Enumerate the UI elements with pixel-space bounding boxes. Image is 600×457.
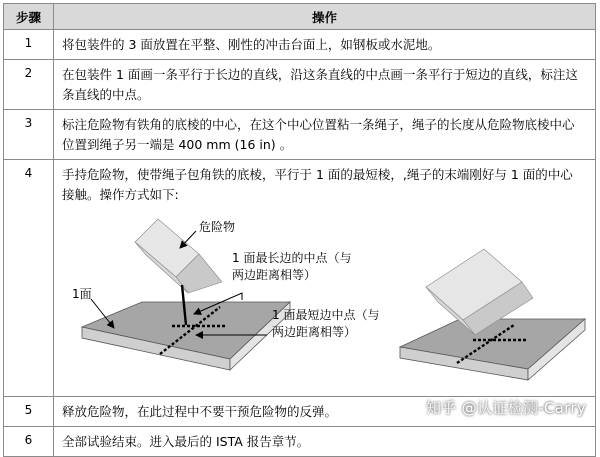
step-number: 5 <box>4 397 54 427</box>
table-row <box>4 110 596 160</box>
watermark: 知乎 @认证检测-Carry <box>426 399 586 417</box>
hazard-label: 危险物 <box>199 220 236 234</box>
step-text: 在包装件 1 面画一条平行于长边的直线，沿这条直线的中点画一条平行于短边的直线，标注这条直线的中点。 <box>54 60 596 110</box>
long-mid-label: 1 面最长边的中点（与 <box>232 251 352 265</box>
short-mid-label: 两边距离相等） <box>272 325 357 339</box>
step-text: 将包装件的 3 面放置在平整、刚性的冲击台面上，如钢板或水泥地。 <box>54 30 596 60</box>
long-mid-label: 两边距离相等） <box>232 268 317 282</box>
table-row <box>4 60 596 110</box>
header-row <box>4 4 596 30</box>
table-row <box>4 427 596 457</box>
step-text: 标注危险物有铁角的底棱的中心，在这个中心位置粘一条绳子，绳子的长度从危险物底棱中心位置到绳子另一端是 400 mm (16 in) 。 <box>54 110 596 160</box>
step-text: 手持危险物，使带绳子包角铁的底棱，平行于 1 面的最短棱，,绳子的末端刚好与 1 面的中心接触。操作方式如下: <box>62 167 573 202</box>
short-mid-label: 1 面最短边中点（与 <box>272 308 380 322</box>
step-number: 3 <box>4 110 54 160</box>
step-number: 1 <box>4 30 54 60</box>
step-text: 释放危险物，在此过程中不要干预危险物的反弹。 <box>54 397 596 427</box>
face1-label: 1面 <box>72 287 92 301</box>
step-text: 全部试验结束。进入最后的 ISTA 报告章节。 <box>54 427 596 457</box>
step-number: 2 <box>4 60 54 110</box>
left-slab <box>82 302 290 370</box>
procedure-table <box>3 3 596 457</box>
step-number: 6 <box>4 427 54 457</box>
right-slab <box>400 319 585 380</box>
header-action: 操作 <box>54 4 596 30</box>
step-number: 4 <box>4 160 54 397</box>
table-row <box>4 30 596 60</box>
header-step: 步骤 <box>4 4 54 30</box>
step-cell-with-diagram <box>54 160 596 397</box>
drop-test-diagram <box>62 207 587 392</box>
table-row <box>4 160 596 397</box>
